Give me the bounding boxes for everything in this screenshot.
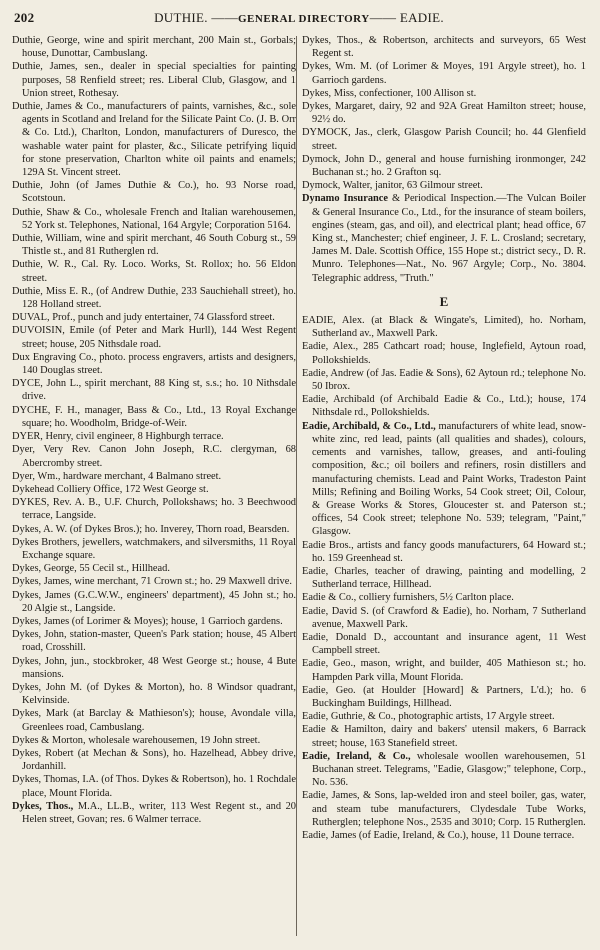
directory-entry: Eadie, James (of Eadie, Ireland, & Co.), house, 11 Doune terrace. xyxy=(302,829,575,841)
running-title-left: DUTHIE. xyxy=(154,10,208,25)
page-number: 202 xyxy=(14,10,35,25)
right-column-d-entries xyxy=(302,34,586,285)
directory-entry: Dykes, Thos., & Robertson, architects and surveyors, 65 West Regent st. xyxy=(302,35,586,60)
directory-entry: Eadie, Ireland, & Co., wholesale woollen warehousemen, 51 Buchanan street. Telegrams, "Eadie, Glasgow;" telephone, Corp., No. 536. xyxy=(302,750,586,789)
directory-entry: Dux Engraving Co., photo. process engravers, artists and designers, 140 Douglas street. xyxy=(12,351,296,377)
directory-entry: DUVOISIN, Emile (of Peter and Mark Hurll), 144 West Regent street; house, 205 Nithsdale road. xyxy=(12,325,296,350)
directory-entry: DYMOCK, Jas., clerk, Glasgow Parish Council; ho. 44 Glenfield street. xyxy=(302,127,586,152)
directory-entry: Duthie, Shaw & Co., wholesale French and Italian warehousemen, 52 York st. Telephones, National, 164 Argyle; Corporation 5164. xyxy=(12,206,296,231)
running-title: DUTHIE. ——GENERAL DIRECTORY—— EADIE. xyxy=(154,10,444,25)
directory-entry: Dykes, John, jun., stockbroker, 48 West George st.; house, 4 Bute mansions. xyxy=(12,655,296,680)
directory-entry: Dynamo Insurance & Periodical Inspection.—The Vulcan Boiler & General Insurance Co., Ltd., for the insurance of steam boilers, engines (steam, gas, and oil), and electrical plant; head office, 67 King st., Manchester; chief engineer, J. F. L. Crosland; secretary, James M. Dale. Scottish Office, 155 Hope st.; district secy., D. R. Munro. Telephones—Nat., No. 967 Argyle; Corp., No. 3804. Telegraphic address, "Truth." xyxy=(302,193,586,284)
directory-entry: Duthie, John (of James Duthie & Co.), ho. 93 Norse road, Scotstoun. xyxy=(12,180,296,205)
directory-entry: Eadie & Co., colliery furnishers, 5½ Carlton place. xyxy=(302,592,514,604)
directory-entry: Eadie, Archibald, & Co., Ltd., manufacturers of white lead, snow-white zinc, red lead, paints (all qualities and shades), colours, cements and varnishes, tallow, greases, and anti-fouling composition, &c.; oil boilers and refiners, rosin distillers and manufacturing chemists. Lead and Paint Works, Tradeston Paint Mills; Refining and Boiling Works, 54 Cook street; Oil, Colour, & Grease Works & Stores, Gloucester st. and Paterson st.; offices, 54 Cook street; telephone No. 539; telegram, "Paint," Glasgow. xyxy=(302,420,586,538)
right-column-e-entries xyxy=(302,314,586,842)
directory-entry: Dykes, Robert (at Mechan & Sons), ho. Hazelhead, Abbey drive, Jordanhill. xyxy=(12,747,296,773)
directory-entry: Dymock, John D., general and house furnishing ironmonger, 242 Buchanan st.; ho. 2 Grafton sq. xyxy=(302,153,586,179)
directory-entry: Duthie, George, wine and spirit merchant, 200 Main st., Gorbals; house, Dunottar, Cambuslang. xyxy=(12,35,296,60)
directory-entry: Dykes, James, wine merchant, 71 Crown st.; ho. 29 Maxwell drive. xyxy=(12,576,292,588)
directory-entry: Duthie, James & Co., manufacturers of paints, varnishes, &c., sole agents in Scotland and Ireland for the Silicate Paint Co. (J. B. Orr & Co. Ltd.), Charlton, London, manufacturers of Duresco, the washable water paint for plaster, &c., Silicate petrifying liquid for stone preservation, Charlton white oil paints and enamels; 129A St. Vincent street. xyxy=(12,101,296,179)
section-letter: E xyxy=(439,293,449,309)
directory-entry: EADIE, Alex. (at Black & Wingate's, Limited), ho. Norham, Sutherland av., Maxwell Park. xyxy=(302,315,586,340)
directory-entry: Eadie Bros., artists and fancy goods manufacturers, 64 Howard st.; ho. 159 Greenhead st. xyxy=(302,539,586,564)
directory-entry: Dykes, Thos., M.A., LL.B., writer, 113 West Regent st., and 20 Helen street, Govan; res. 6 Walmer terrace. xyxy=(12,800,296,825)
directory-entry: Eadie, Archibald (of Archibald Eadie & Co., Ltd.); house, 174 Nithsdale rd., Pollokshields. xyxy=(302,394,586,419)
directory-entry: Dykes, George, 55 Cecil st., Hillhead. xyxy=(12,563,170,575)
directory-entry: DYCE, John L., spirit merchant, 88 King st, s.s.; ho. 10 Nithsdale drive. xyxy=(12,378,296,403)
directory-entry: Eadie, Charles, teacher of drawing, painting and modelling, 2 Sutherland terrace, Hillhead. xyxy=(302,565,586,591)
directory-entry: Eadie & Hamilton, dairy and bakers' utensil makers, 6 Barrack street; house, 163 Stanefield street. xyxy=(302,724,586,749)
directory-entry: Eadie, Andrew (of Jas. Eadie & Sons), 62 Aytoun rd.; telephone No. 50 Ibrox. xyxy=(302,367,586,393)
directory-entry: Duthie, James, sen., dealer in special specialties for painting purposes, 58 Renfield street; res. Liberal Club, Glasgow, and 1 Union street, Rothesay. xyxy=(12,61,296,99)
directory-entry: DYER, Henry, civil engineer, 8 Highburgh terrace. xyxy=(12,431,224,443)
directory-entry: Dykes, Miss, confectioner, 100 Allison st. xyxy=(302,87,477,99)
directory-entry: Eadie, David S. (of Crawford & Eadie), ho. Norham, 7 Sutherland avenue, Maxwell Park. xyxy=(302,605,586,630)
directory-entry: Dykes, Margaret, dairy, 92 and 92A Great Hamilton street; house, 92½ do. xyxy=(302,101,586,126)
directory-entry: DYKES, Rev. A. B., U.F. Church, Pollokshaws; ho. 3 Beechwood terrace, Langside. xyxy=(12,497,296,522)
directory-entry: Dyer, Very Rev. Canon John Joseph, R.C. clergyman, 68 Abercromby street. xyxy=(12,444,296,469)
directory-entry: Eadie, James, & Sons, lap-welded iron and steel boiler, gas, water, and steam tube manufacturers, Clydesdale Tube Works, Rutherglen; telephone Nos., 2535 and 3010; Corp. 15 Rutherglen. xyxy=(302,790,586,828)
directory-entry: Duthie, William, wine and spirit merchant, 46 South Coburg st., 59 Thistle st., and 81 Rutherglen rd. xyxy=(12,233,296,258)
directory-entry: Dyer, Wm., hardware merchant, 4 Balmano street. xyxy=(12,470,222,482)
directory-entry: Dykes, James (G.C.W.W., engineers' department), 45 John st.; ho. 20 Algie st., Langside. xyxy=(12,589,296,614)
directory-entry: Duthie, W. R., Cal. Ry. Loco. Works, St. Rollox; ho. 56 Eldon street. xyxy=(12,259,296,284)
directory-entry: Eadie, Geo., mason, wright, and builder, 405 Mathieson st.; ho. Hampden Park villa, Mount Florida. xyxy=(302,658,586,683)
right-column xyxy=(302,34,586,842)
directory-entry: Dymock, Walter, janitor, 63 Gilmour street. xyxy=(302,180,483,192)
running-title-mid: GENERAL DIRECTORY xyxy=(238,13,370,25)
directory-entry: DYCHE, F. H., manager, Bass & Co., Ltd., 13 Royal Exchange square; ho. Woodholm, Bridge-of-Weir. xyxy=(12,404,296,429)
directory-entry: Eadie, Guthrie, & Co., photographic artists, 17 Argyle street. xyxy=(302,711,555,723)
directory-entry: Dykehead Colliery Office, 172 West George st. xyxy=(12,483,209,495)
directory-entry: Dykes, A. W. (of Dykes Bros.); ho. Inverey, Thorn road, Bearsden. xyxy=(12,523,290,535)
page-header xyxy=(14,8,584,28)
directory-entry: Dykes, Wm. M. (of Lorimer & Moyes, 191 Argyle street), ho. 1 Garrioch gardens. xyxy=(302,61,586,86)
directory-entry: DUVAL, Prof., punch and judy entertainer, 74 Glassford street. xyxy=(12,312,275,324)
directory-entry: Eadie, Geo. (at Houlder [Howard] & Partners, L'd.); ho. 6 Buckingham Buildings, Hillhead. xyxy=(302,684,586,709)
directory-entry: Dykes, John, station-master, Queen's Park station; house, 45 Albert road, Crosshill. xyxy=(12,629,296,654)
left-column xyxy=(12,34,296,826)
directory-entry: Dykes Brothers, jewellers, watchmakers, and silversmiths, 11 Royal Exchange square. xyxy=(12,536,296,561)
running-title-right: EADIE. xyxy=(399,10,444,25)
directory-entry: Dykes & Morton, wholesale warehousemen, 19 John street. xyxy=(12,734,261,746)
directory-entry: Duthie, Miss E. R., (of Andrew Duthie, 233 Sauchiehall street), ho. 128 Holland street. xyxy=(12,285,296,311)
directory-entry: Dykes, Mark (at Barclay & Mathieson's); house, Avondale villa, Greenlees road, Cambuslang. xyxy=(12,708,296,733)
directory-entry: Dykes, John M. (of Dykes & Morton), ho. 8 Windsor quadrant, Kelvinside. xyxy=(12,681,296,707)
directory-entry: Eadie, Alex., 285 Cathcart road; house, Inglefield, Aytoun road, Pollokshields. xyxy=(302,341,586,366)
directory-entry: Dykes, Thomas, I.A. (of Thos. Dykes & Robertson), ho. 1 Rochdale place, Mount Florida. xyxy=(12,774,296,799)
column-divider xyxy=(296,36,297,936)
directory-entry: Dykes, James (of Lorimer & Moyes); house, 1 Garrioch gardens. xyxy=(12,615,283,627)
directory-entry: Eadie, Donald D., accountant and insurance agent, 11 West Campbell street. xyxy=(302,631,586,657)
